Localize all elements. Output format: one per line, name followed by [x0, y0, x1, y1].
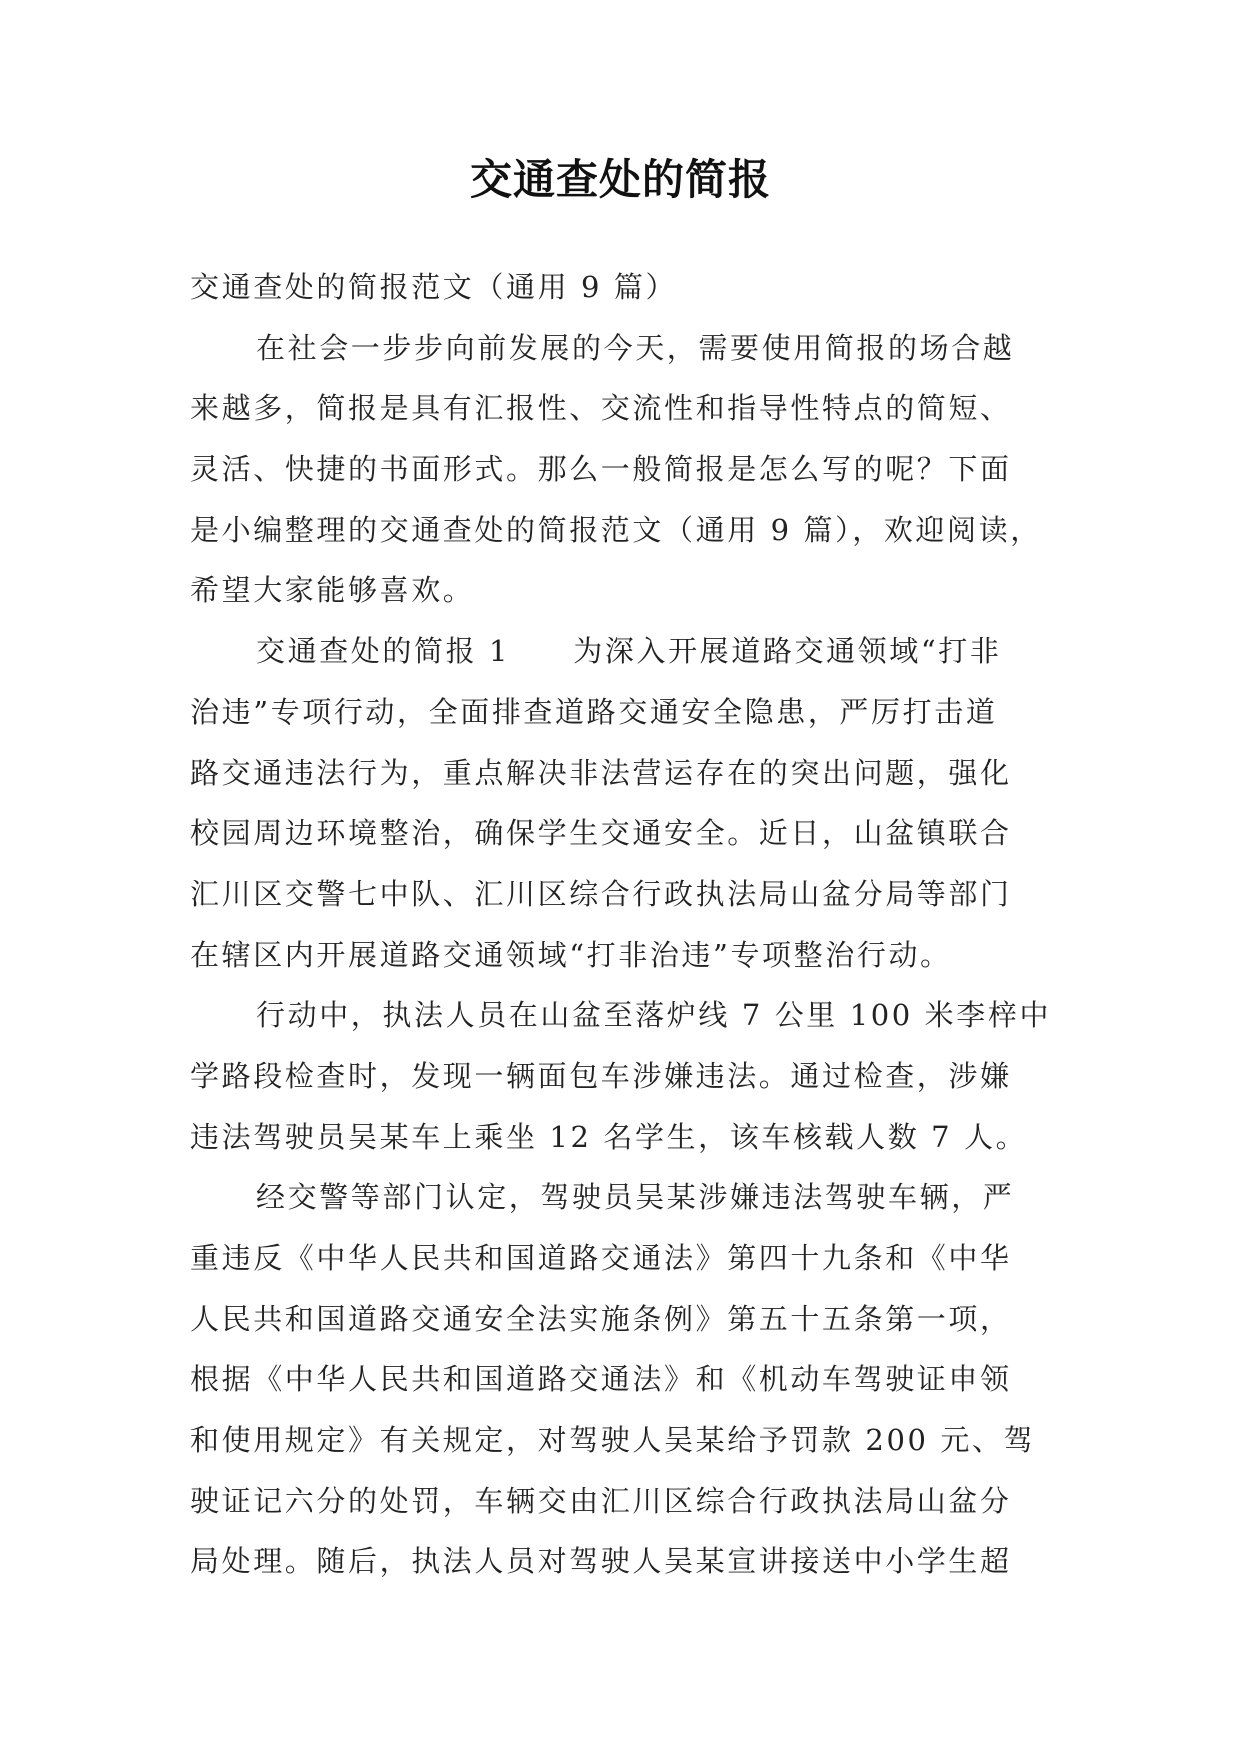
paragraph-line: 根据《中华人民共和国道路交通法》和《机动车驾驶证申领: [190, 1362, 1012, 1397]
paragraph-line: 路交通违法行为，重点解决非法营运存在的突出问题，强化: [190, 755, 1012, 790]
paragraph-line: 治违”专项行动，全面排查道路交通安全隐患，严厉打击道: [190, 694, 998, 729]
document-title: 交通查处的简报: [469, 155, 771, 204]
paragraph-line: 重违反《中华人民共和国道路交通法》第四十九条和《中华: [190, 1241, 1012, 1275]
paragraph-line: 来越多，简报是具有汇报性、交流性和指导性特点的简短、: [190, 391, 1012, 426]
paragraph-line: 违法驾驶员吴某车上乘坐 12 名学生，该车核载人数 7 人。: [190, 1119, 1028, 1154]
paragraph-line: 是小编整理的交通查处的简报范文（通用 9 篇），欢迎阅读，: [190, 512, 1042, 547]
paragraph-line: 行动中，执法人员在山盆至落炉线 7 公里 100 米李梓中: [256, 998, 1052, 1033]
paragraph-line: 汇川区交警七中队、汇川区综合行政执法局山盆分局等部门: [190, 876, 1012, 911]
paragraph-line: 人民共和国道路交通安全法实施条例》第五十五条第一项，: [190, 1301, 1012, 1336]
paragraph-line: 在辖区内开展道路交通领域“打非治违”专项整治行动。: [190, 937, 952, 972]
paragraph-line: 驶证记六分的处罚，车辆交由汇川区综合行政执法局山盆分: [190, 1483, 1012, 1518]
paragraph-line: 在社会一步步向前发展的今天，需要使用简报的场合越: [256, 330, 1015, 365]
paragraph-line: 经交警等部门认定，驾驶员吴某涉嫌违法驾驶车辆，严: [256, 1180, 1015, 1215]
document-body: [190, 257, 1062, 1592]
paragraph-line: 学路段检查时，发现一辆面包车涉嫌违法。通过检查，涉嫌: [190, 1058, 1012, 1093]
paragraph-line: 和使用规定》有关规定，对驾驶人吴某给予罚款 200 元、驾: [190, 1423, 1036, 1458]
paragraph-line: 灵活、快捷的书面形式。那么一般简报是怎么写的呢？下面: [190, 452, 1012, 487]
paragraph-line: 局处理。随后，执法人员对驾驶人吴某宣讲接送中小学生超: [190, 1544, 1012, 1579]
paragraph-line: 校园周边环境整治，确保学生交通安全。近日，山盆镇联合: [190, 816, 1012, 851]
paragraph-line: 希望大家能够喜欢。: [190, 573, 475, 608]
paragraph-line: 交通查处的简报 1 为深入开展道路交通领域“打非: [256, 634, 1002, 669]
subtitle-line: 交通查处的简报范文（通用 9 篇）: [190, 270, 678, 304]
